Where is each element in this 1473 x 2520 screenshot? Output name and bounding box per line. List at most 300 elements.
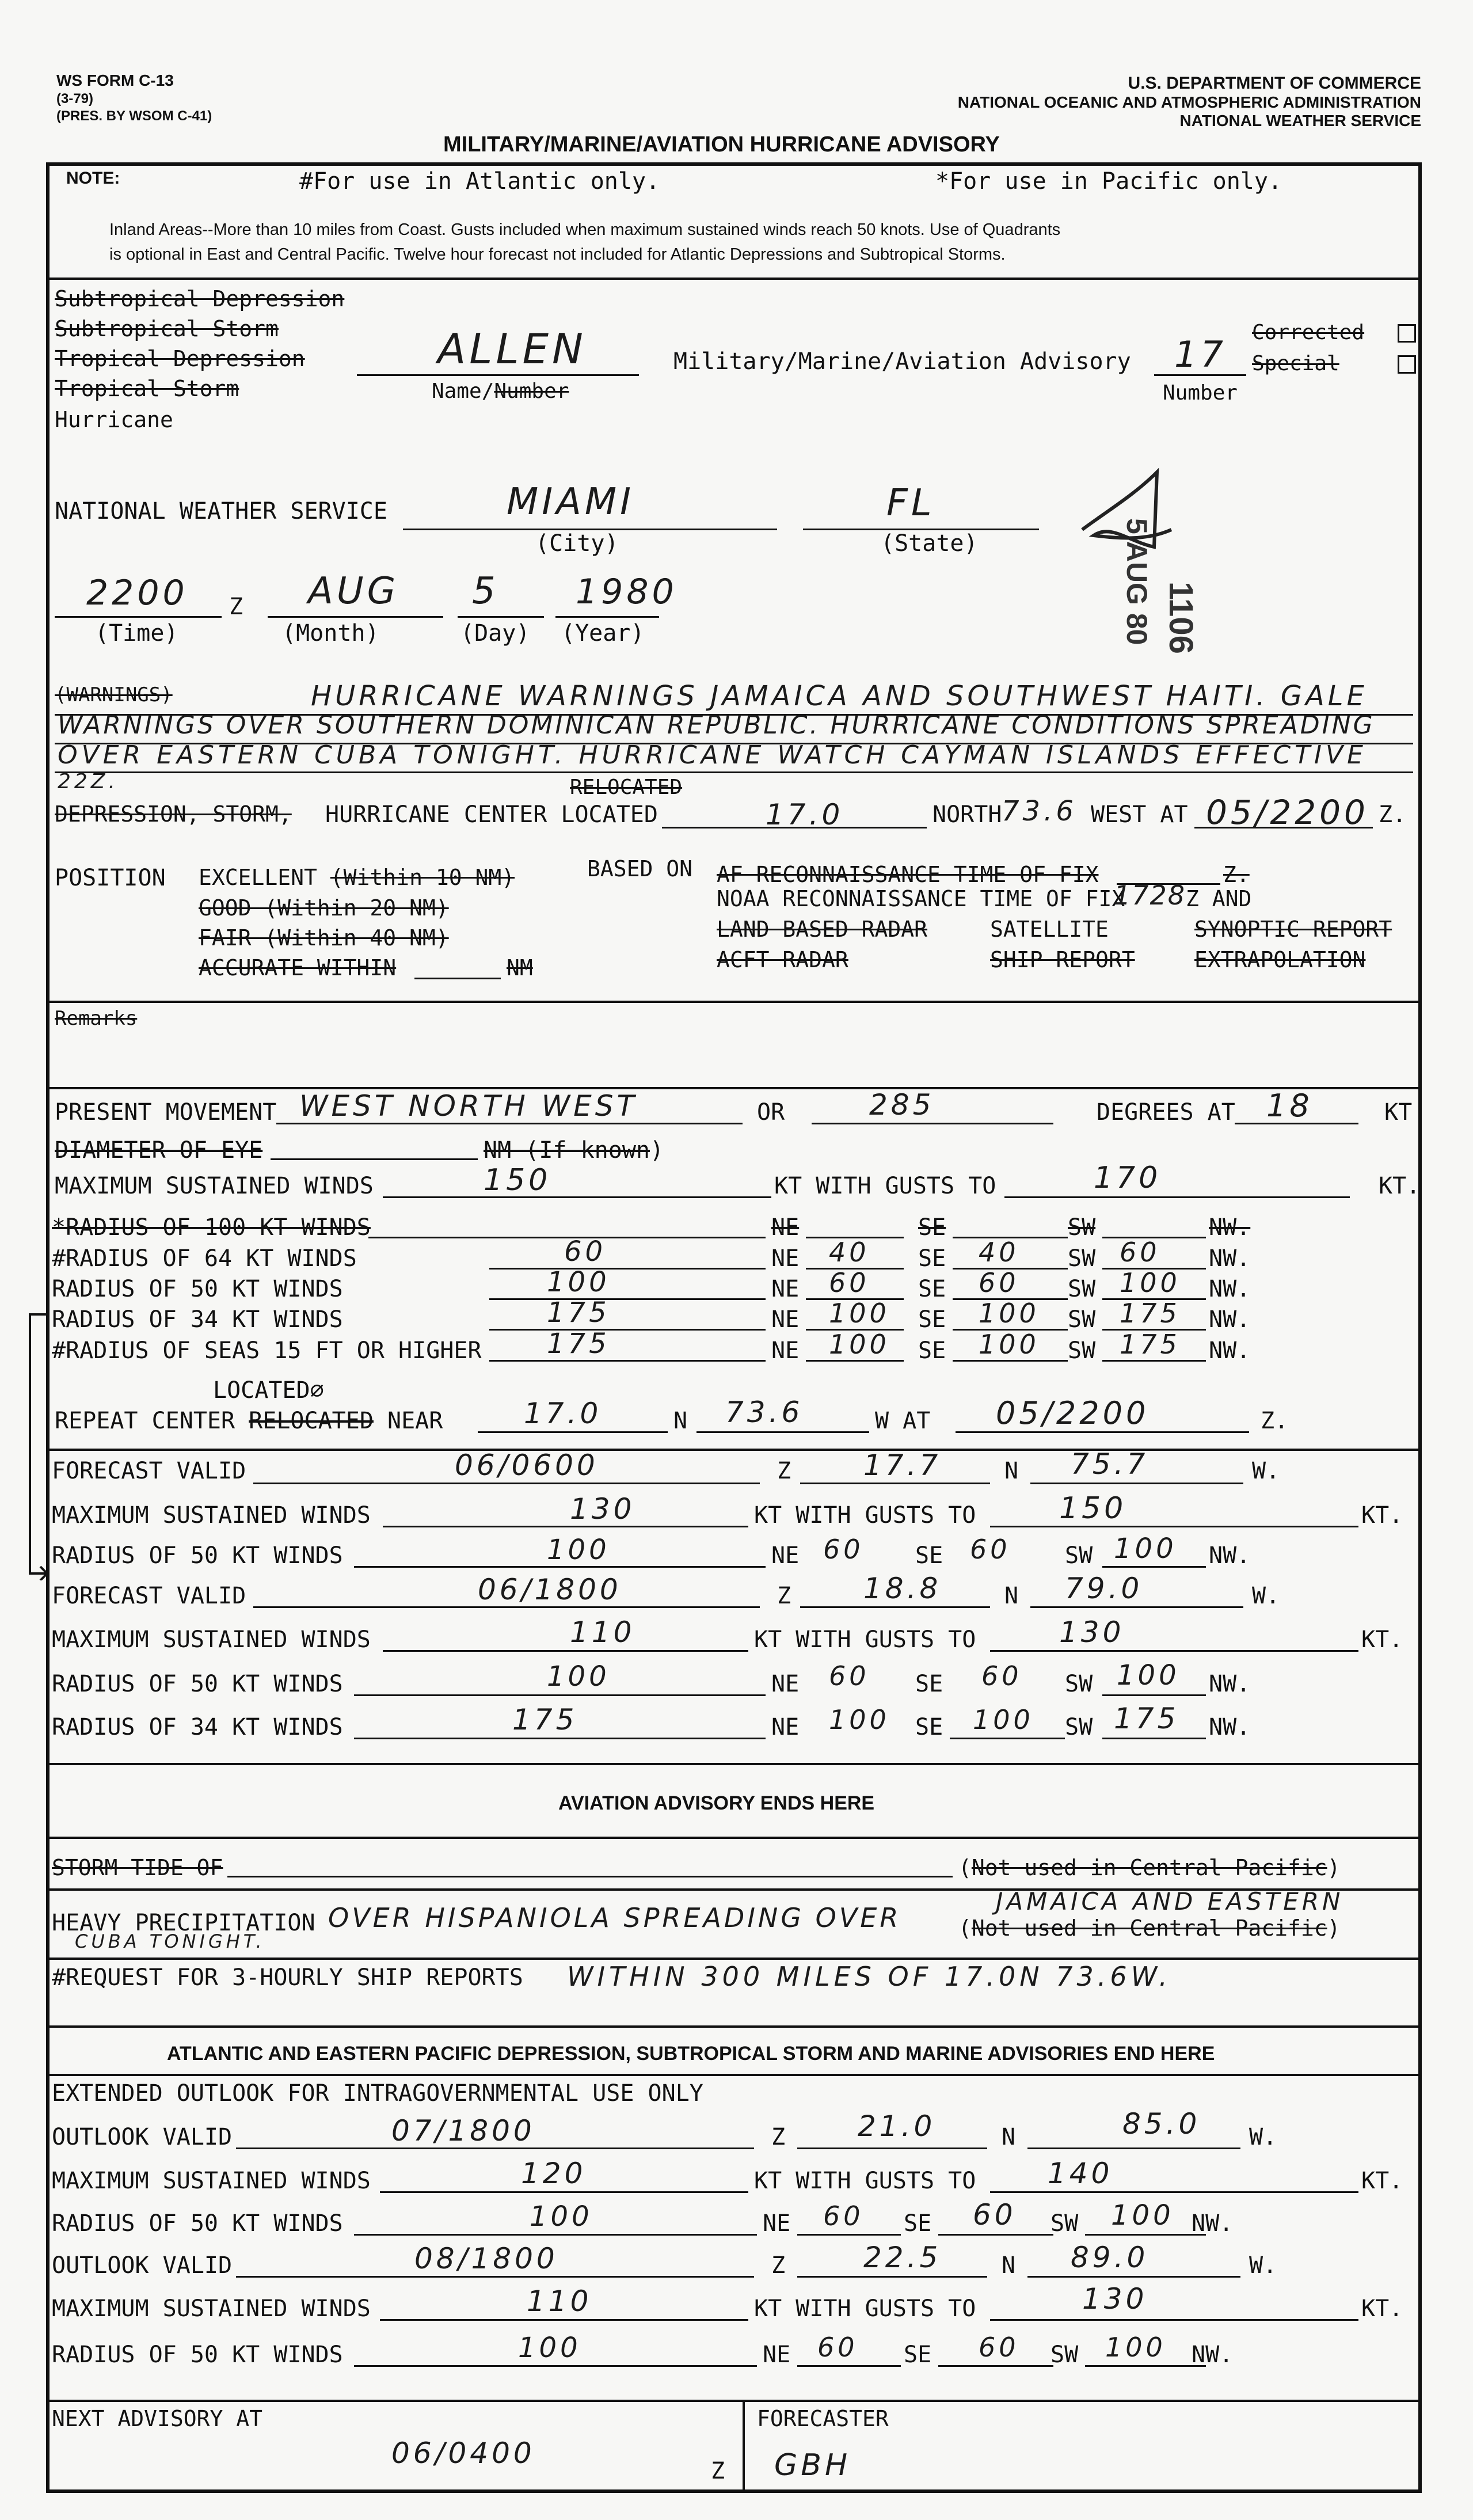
o2-r50: 100: [518, 2332, 581, 2364]
fc2-w: W.: [1252, 1583, 1280, 1609]
month-label: (Month): [282, 620, 379, 647]
radius-label: RADIUS OF 34 KT WINDS: [52, 1306, 343, 1333]
o2-valid-label: OUTLOOK VALID: [52, 2252, 233, 2279]
o2-gust-label: KT WITH GUSTS TO: [754, 2295, 976, 2322]
af-recon: AF RECONNAISSANCE TIME OF FIX: [717, 862, 1099, 887]
fc2-r34-ne-value: 100: [829, 1704, 890, 1735]
nws-label: NATIONAL WEATHER SERVICE: [55, 498, 387, 524]
time-label: (Time): [95, 620, 178, 647]
center-lon: 73.6: [1002, 795, 1077, 827]
next-advisory-z: Z: [711, 2458, 725, 2484]
warnings-line-1: HURRICANE WARNINGS JAMAICA AND SOUTHWEST HAITI. GALE: [311, 680, 1368, 712]
note-text-1: Inland Areas--More than 10 miles from Coast. Gusts included when maximum sustained winds reach 50 knots. Use of Quadrants: [109, 221, 1061, 239]
position-label: POSITION: [55, 865, 166, 891]
radius-se-label: SE: [918, 1306, 946, 1333]
day-line: [458, 616, 544, 618]
fc2-msw-line: [383, 1650, 748, 1652]
precip-text: OVER HISPANIOLA SPREADING OVER: [328, 1902, 901, 1933]
fc1-sw-value: 100: [1114, 1533, 1177, 1565]
type-hurricane: Hurricane: [55, 407, 173, 432]
position-accurate: ACCURATE WITHIN: [199, 955, 397, 980]
position-good: GOOD (Within 20 NM): [199, 895, 449, 921]
form-pres: (PRES. BY WSOM C-41): [56, 108, 212, 124]
radius-sw-label: SW: [1068, 1337, 1096, 1364]
fc2-valid: 06/1800: [478, 1573, 622, 1606]
radius-ne-value: 100: [829, 1329, 890, 1360]
position-nm: NM: [507, 955, 533, 980]
o1-gust: 140: [1048, 2157, 1113, 2190]
radius-sw-label: SW: [1068, 1306, 1096, 1333]
o2-nw: NW.: [1192, 2342, 1234, 2368]
rule-repeat: [46, 1449, 1422, 1451]
radius-se-value: 60: [979, 1267, 1019, 1298]
o1-w: W.: [1249, 2124, 1277, 2150]
radius-ne-value: 60: [829, 1267, 870, 1298]
form-date: (3-79): [56, 91, 94, 107]
fc1-r50-label: RADIUS OF 50 KT WINDS: [52, 1542, 343, 1569]
warnings-line-2: WARNINGS OVER SOUTHERN DOMINICAN REPUBLIC. HURRICANE CONDITIONS SPREADING: [58, 710, 1375, 740]
o2-r50-line: [354, 2365, 757, 2367]
radius-se-value: 100: [979, 1298, 1040, 1329]
type-subtropical-depression: Subtropical Depression: [55, 286, 345, 311]
movement-degrees: 285: [869, 1088, 935, 1122]
movement-direction: WEST NORTH WEST: [299, 1089, 638, 1123]
fc1-ne: NE: [771, 1542, 800, 1569]
radius-se-label: SE: [918, 1276, 946, 1302]
year-value: 1980: [576, 572, 677, 612]
radius-label: *RADIUS OF 100 KT WINDS: [52, 1214, 371, 1241]
o2-kt: KT.: [1361, 2295, 1403, 2322]
fc1-msw-label: MAXIMUM SUSTAINED WINDS: [52, 1502, 371, 1529]
repeat-at-line: [956, 1431, 1249, 1433]
extrapolation: EXTRAPOLATION: [1194, 947, 1366, 972]
radius-se-label: SE: [918, 1337, 946, 1364]
o2-lon: 89.0: [1071, 2241, 1149, 2274]
repeat-wat: W AT: [875, 1408, 931, 1434]
fc2-lon-line: [1030, 1606, 1243, 1608]
o1-se-value: 60: [973, 2198, 1017, 2232]
fc2-r50-se: SE: [915, 1671, 943, 1697]
storm-tide-line: [227, 1876, 953, 1877]
warnings-rule-3: [55, 771, 1413, 773]
radius-label: RADIUS OF 50 KT WINDS: [52, 1276, 343, 1302]
repeat-lon-line: [696, 1431, 869, 1433]
precip-note: (Not used in Central Pacific): [958, 1915, 1341, 1941]
rule-position: [46, 1001, 1422, 1003]
movement-label: PRESENT MOVEMENT: [55, 1099, 277, 1126]
o1-lon-line: [1027, 2147, 1240, 2149]
msw-label: MAXIMUM SUSTAINED WINDS: [55, 1173, 374, 1199]
o1-valid: 07/1800: [391, 2114, 535, 2147]
day-value: 5: [472, 570, 499, 613]
radius-main-line: [489, 1298, 766, 1300]
radius-ne-label: NE: [771, 1245, 800, 1272]
corrected-label: Corrected: [1252, 321, 1365, 344]
o1-gust-label: KT WITH GUSTS TO: [754, 2168, 976, 2194]
center-at: 05/2200: [1206, 793, 1369, 832]
o2-msw: 110: [527, 2285, 592, 2318]
corrected-checkbox[interactable]: [1398, 324, 1416, 343]
fc2-r50-sw-value: 100: [1117, 1659, 1180, 1692]
radius-ne-label: NE: [771, 1276, 800, 1302]
fc2-msw: 110: [570, 1616, 635, 1649]
fc2-z: Z: [777, 1583, 791, 1609]
repeat-n: N: [673, 1408, 688, 1434]
o2-ne-value: 60: [817, 2332, 858, 2363]
special-label: Special: [1252, 352, 1339, 375]
o2-sw: SW: [1050, 2342, 1079, 2368]
o2-ne-line: [797, 2365, 901, 2367]
rule-outlook: [46, 2400, 1422, 2402]
center-z: Z.: [1379, 801, 1407, 828]
synoptic-report: SYNOPTIC REPORT: [1194, 917, 1392, 942]
o2-msw-label: MAXIMUM SUSTAINED WINDS: [52, 2295, 371, 2322]
o2-msw-line: [380, 2319, 748, 2321]
repeat-center: REPEAT CENTER RELOCATED NEAR: [55, 1408, 443, 1434]
bracket-mark: [17, 1310, 52, 1580]
time-value: 2200: [86, 573, 188, 613]
radius-main-value: 175: [547, 1297, 610, 1329]
repeat-lat: 17.0: [524, 1397, 602, 1430]
radius-se-label: SE: [918, 1245, 946, 1272]
movement-line: [276, 1123, 743, 1124]
fc1-lon-line: [1030, 1483, 1243, 1484]
precip-label: HEAVY PRECIPITATION: [52, 1910, 315, 1936]
dept-line-1: U.S. DEPARTMENT OF COMMERCE: [1128, 74, 1421, 93]
form-title: MILITARY/MARINE/AVIATION HURRICANE ADVISORY: [443, 132, 1000, 157]
radius-se-value: 40: [979, 1237, 1019, 1268]
o1-gust-line: [990, 2191, 1358, 2193]
year-label: (Year): [561, 620, 645, 647]
o2-se-line: [938, 2365, 1053, 2367]
fc2-r50-label: RADIUS OF 50 KT WINDS: [52, 1671, 343, 1697]
radius-main-value: 100: [547, 1266, 610, 1298]
center-relocated: RELOCATED: [570, 776, 683, 799]
fc2-r34-se-line: [950, 1738, 1065, 1739]
msw-gust-label: KT WITH GUSTS TO: [774, 1173, 996, 1199]
fc2-r50-ne-value: 60: [829, 1660, 870, 1692]
special-checkbox[interactable]: [1398, 355, 1416, 374]
next-advisory-value: 06/0400: [391, 2437, 535, 2470]
repeat-at: 05/2200: [996, 1395, 1150, 1431]
fc1-r50: 100: [547, 1534, 610, 1566]
fc1-msw-line: [383, 1526, 748, 1527]
month-line: [268, 616, 443, 618]
fc2-r50-sw: SW: [1065, 1671, 1093, 1697]
footer-divider: [743, 2400, 745, 2493]
fc2-valid-line: [253, 1606, 760, 1608]
form-id: WS FORM C-13: [56, 71, 174, 89]
radius-nw-label: NW.: [1209, 1214, 1251, 1241]
radius-ne-value: 40: [829, 1237, 870, 1268]
month-value: AUG: [308, 570, 399, 613]
fc1-kt: KT.: [1361, 1502, 1403, 1529]
land-radar: LAND BASED RADAR: [717, 917, 928, 942]
next-advisory-label: NEXT ADVISORY AT: [52, 2406, 263, 2431]
radius-main-line: [489, 1268, 766, 1269]
center-label: HURRICANE CENTER LOCATED: [325, 801, 658, 828]
fc1-nw: NW.: [1209, 1542, 1251, 1569]
fc1-z: Z: [777, 1458, 791, 1484]
rule-precip: [46, 1958, 1422, 1960]
msw-value: 150: [484, 1163, 551, 1198]
o1-sw-value: 100: [1111, 2199, 1174, 2232]
note-text-2: is optional in East and Central Pacific. Twelve hour forecast not included for Atlantic Depressions and Subtropical Storms.: [109, 245, 1006, 264]
fc1-valid-line: [253, 1483, 760, 1484]
o2-se: SE: [904, 2342, 932, 2368]
o2-sw-line: [1085, 2365, 1206, 2367]
eye-unit: NM (If known): [484, 1137, 664, 1164]
o2-gust: 130: [1082, 2282, 1148, 2316]
fc2-r34-line: [354, 1738, 766, 1739]
radius-sw-label: SW: [1068, 1276, 1096, 1302]
fc1-gust-label: KT WITH GUSTS TO: [754, 1502, 976, 1529]
rule-aviation: [46, 1837, 1422, 1839]
msw-kt: KT.: [1379, 1173, 1421, 1199]
af-recon-z: Z.: [1223, 862, 1250, 887]
remarks-label: Remarks: [55, 1007, 138, 1030]
fc2-r34-sw: SW: [1065, 1714, 1093, 1740]
noaa-recon-time: 1728: [1114, 880, 1186, 911]
o1-n: N: [1002, 2124, 1016, 2150]
fc2-valid-label: FORECAST VALID: [52, 1583, 246, 1609]
o1-valid-line: [236, 2147, 754, 2149]
o2-lon-line: [1027, 2276, 1240, 2278]
eye-label: DIAMETER OF EYE: [55, 1137, 263, 1164]
time-stamp: 1106: [1162, 581, 1200, 654]
movement-kt: KT: [1384, 1099, 1413, 1126]
city-value: MIAMI: [507, 481, 634, 523]
o1-r50-line: [354, 2234, 757, 2236]
fc1-gust-line: [990, 1526, 1358, 1527]
o2-gust-line: [990, 2319, 1358, 2321]
o1-sw-line: [1085, 2234, 1206, 2236]
ship-request-text: WITHIN 300 MILES OF 17.0N 73.6W.: [567, 1961, 1172, 1992]
fc1-gust: 150: [1059, 1491, 1127, 1526]
marine-end: ATLANTIC AND EASTERN PACIFIC DEPRESSION, SUBTROPICAL STORM AND MARINE ADVISORIES END HERE: [167, 2043, 1215, 2065]
o1-ne: NE: [763, 2210, 791, 2237]
fc2-lat-line: [800, 1606, 990, 1608]
advisory-label: Military/Marine/Aviation Advisory: [673, 348, 1131, 375]
precip-text-3: CUBA TONIGHT.: [75, 1930, 265, 1952]
msw-gust-line: [1004, 1196, 1350, 1198]
date-stamp: 5 AUG 80: [1121, 518, 1153, 645]
note-label: NOTE:: [66, 169, 120, 188]
name-line: [357, 374, 639, 376]
warnings-line-4: 22Z.: [58, 770, 119, 793]
storm-name: ALLEN: [437, 325, 587, 373]
ship-report: SHIP REPORT: [990, 947, 1135, 972]
radius-ne-value: 100: [829, 1298, 890, 1329]
name-label: Name/Number: [432, 379, 569, 403]
fc2-r50-nw: NW.: [1209, 1671, 1251, 1697]
o2-n: N: [1002, 2252, 1016, 2279]
fc1-w: W.: [1252, 1458, 1280, 1484]
note-pacific: *For use in Pacific only.: [935, 168, 1282, 195]
fc2-r34-sw-value: 175: [1114, 1702, 1179, 1735]
aviation-end: AVIATION ADVISORY ENDS HERE: [558, 1792, 875, 1814]
repeat-lon: 73.6: [725, 1396, 804, 1429]
fc2-r50-line: [354, 1694, 766, 1696]
fc1-sw: SW: [1065, 1542, 1093, 1569]
o2-valid-line: [236, 2276, 754, 2278]
o2-sw-value: 100: [1105, 2332, 1166, 2363]
o1-nw: NW.: [1192, 2210, 1234, 2237]
rule-forecast: [46, 1763, 1422, 1765]
o1-lon: 85.0: [1122, 2107, 1201, 2141]
forecaster-label: FORECASTER: [757, 2406, 889, 2431]
o1-ne-value: 60: [823, 2200, 864, 2232]
rule-ship: [46, 2025, 1422, 2028]
acft-radar: ACFT RADAR: [717, 947, 848, 972]
day-label: (Day): [460, 620, 530, 647]
fc2-lon: 79.0: [1065, 1572, 1143, 1605]
time-line: [55, 616, 222, 618]
fc2-r50: 100: [547, 1660, 610, 1693]
type-tropical-depression: Tropical Depression: [55, 346, 305, 371]
degrees-label: DEGREES AT: [1097, 1099, 1235, 1126]
radius-sw-label: SW: [1068, 1214, 1096, 1241]
fc2-r50-sw-line: [1102, 1694, 1206, 1696]
radius-main-line: [489, 1329, 766, 1331]
state-value: FL: [886, 482, 935, 524]
fc2-gust-line: [990, 1650, 1358, 1652]
o2-w: W.: [1249, 2252, 1277, 2279]
accurate-line: [414, 978, 501, 979]
radius-sw-value: 100: [1120, 1267, 1181, 1298]
o2-z: Z: [771, 2252, 786, 2279]
precip-text-2: JAMAICA AND EASTERN: [996, 1887, 1344, 1915]
fc2-r34-se-value: 100: [973, 1704, 1034, 1735]
radius-label: #RADIUS OF SEAS 15 FT OR HIGHER: [52, 1337, 482, 1364]
fc1-r50-line: [354, 1566, 766, 1568]
fc1-se: SE: [915, 1542, 943, 1569]
fc2-r50-se-value: 60: [981, 1660, 1022, 1692]
o2-ne: NE: [763, 2342, 791, 2368]
time-z: Z: [229, 594, 243, 620]
fc2-lat: 18.8: [863, 1572, 942, 1605]
radius-nw-label: NW.: [1209, 1276, 1251, 1302]
warnings-line-3: OVER EASTERN CUBA TONIGHT. HURRICANE WATCH CAYMAN ISLANDS EFFECTIVE: [58, 740, 1367, 770]
radius-nw-label: NW.: [1209, 1245, 1251, 1272]
o1-lat: 21.0: [858, 2109, 936, 2143]
o1-lat-line: [797, 2147, 987, 2149]
fc1-valid: 06/0600: [455, 1449, 599, 1482]
o1-r50-label: RADIUS OF 50 KT WINDS: [52, 2210, 343, 2237]
fc1-se-value: 60: [970, 1534, 1011, 1565]
o1-valid-label: OUTLOOK VALID: [52, 2124, 233, 2150]
movement-or: OR: [757, 1099, 785, 1126]
radius-ne-label: NE: [771, 1214, 800, 1241]
advisory-number: 17: [1174, 333, 1227, 375]
o1-z: Z: [771, 2124, 786, 2150]
city-label: (City): [535, 530, 619, 557]
fc2-r34-se: SE: [915, 1714, 943, 1740]
fc1-n: N: [1004, 1458, 1019, 1484]
repeat-z: Z.: [1261, 1408, 1289, 1434]
degrees-line: [812, 1123, 1053, 1124]
o1-msw: 120: [521, 2157, 587, 2190]
radius-se-line: [953, 1360, 1068, 1362]
eye-line: [271, 1158, 478, 1160]
rule-remarks: [46, 1087, 1422, 1089]
fc1-valid-label: FORECAST VALID: [52, 1458, 246, 1484]
radius-sw-value: 175: [1120, 1298, 1181, 1329]
note-atlantic: #For use in Atlantic only.: [299, 168, 660, 195]
o1-se: SE: [904, 2210, 932, 2237]
warnings-label: (WARNINGS): [55, 683, 173, 706]
type-tropical-storm: Tropical Storm: [55, 376, 239, 401]
ship-request-label: #REQUEST FOR 3-HOURLY SHIP REPORTS: [52, 1964, 523, 1991]
year-line: [555, 616, 659, 618]
advisory-number-line: [1154, 374, 1246, 376]
radius-ne-label: NE: [771, 1306, 800, 1333]
center-north: NORTH: [932, 801, 1002, 828]
radius-label: #RADIUS OF 64 KT WINDS: [52, 1245, 357, 1272]
noaa-recon: NOAA RECONNAISSANCE TIME OF FIX: [717, 886, 1125, 911]
dept-line-2: NATIONAL OCEANIC AND ATMOSPHERIC ADMINISTRATION: [957, 93, 1421, 111]
o2-r50-label: RADIUS OF 50 KT WINDS: [52, 2342, 343, 2368]
fc2-gust: 130: [1059, 1616, 1125, 1649]
fc2-kt: KT.: [1361, 1626, 1403, 1653]
repeat-located: LOCATED⌀: [213, 1377, 324, 1404]
fc2-r34-label: RADIUS OF 34 KT WINDS: [52, 1714, 343, 1740]
fc2-r34-sw-line: [1102, 1738, 1206, 1739]
movement-speed: 18: [1266, 1088, 1313, 1124]
repeat-lat-line: [478, 1431, 668, 1433]
dept-line-3: NATIONAL WEATHER SERVICE: [1179, 112, 1421, 130]
center-prefix: DEPRESSION, STORM,: [55, 801, 292, 827]
fc1-msw: 130: [570, 1492, 635, 1526]
state-label: (State): [881, 530, 978, 557]
fc2-r34: 175: [512, 1703, 578, 1736]
fc2-gust-label: KT WITH GUSTS TO: [754, 1626, 976, 1653]
radius-sw-value: 175: [1120, 1329, 1181, 1360]
satellite: SATELLITE: [990, 917, 1109, 942]
o2-se-value: 60: [979, 2332, 1019, 2363]
fc2-r34-ne: NE: [771, 1714, 800, 1740]
forecaster-signature: GBH: [774, 2448, 851, 2483]
fc1-lat: 17.7: [863, 1449, 942, 1482]
number-label: Number: [1163, 381, 1238, 405]
o1-ne-line: [797, 2234, 901, 2236]
radius-sw-line: [1102, 1360, 1206, 1362]
storm-tide-note: (Not used in Central Pacific): [958, 1855, 1341, 1880]
o1-msw-line: [380, 2191, 748, 2193]
center-lat: 17.0: [766, 798, 844, 831]
fc2-r50-ne: NE: [771, 1671, 800, 1697]
based-on-label: BASED ON: [587, 856, 693, 881]
o1-msw-label: MAXIMUM SUSTAINED WINDS: [52, 2168, 371, 2194]
radius-se-label: SE: [918, 1214, 946, 1241]
radius-main-line: [489, 1360, 766, 1362]
position-excellent: EXCELLENT (Within 10 NM): [199, 865, 515, 890]
radius-main-value: 60: [564, 1236, 607, 1268]
fc1-ne-value: 60: [823, 1534, 864, 1565]
fc1-lon: 75.7: [1071, 1447, 1149, 1481]
o2-lat-line: [797, 2276, 987, 2278]
radius-se-value: 100: [979, 1329, 1040, 1360]
msw-gust: 170: [1094, 1161, 1162, 1195]
storm-tide-label: STORM TIDE OF: [52, 1855, 223, 1880]
o2-valid: 08/1800: [414, 2242, 558, 2275]
fc1-sw-line: [1102, 1566, 1206, 1568]
center-west-at: WEST AT: [1091, 801, 1188, 828]
o1-sw: SW: [1050, 2210, 1079, 2237]
rule-marine: [46, 2074, 1422, 2076]
radius-nw-label: NW.: [1209, 1337, 1251, 1364]
fc2-msw-label: MAXIMUM SUSTAINED WINDS: [52, 1626, 371, 1653]
